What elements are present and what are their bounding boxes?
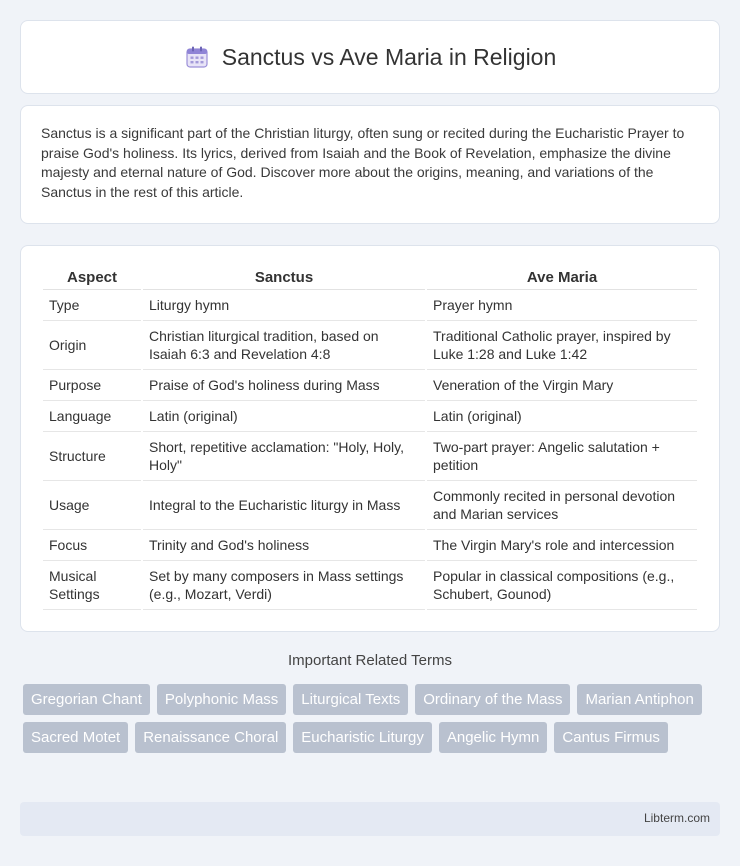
tag-cantus-firmus[interactable]: Cantus Firmus bbox=[554, 722, 668, 753]
tag-renaissance-choral[interactable]: Renaissance Choral bbox=[135, 722, 286, 753]
sanctus-cell: Christian liturgical tradition, based on Isaiah 6:3 and Revelation 4:8 bbox=[143, 321, 425, 370]
related-terms-list bbox=[23, 684, 723, 753]
tag-marian-antiphon[interactable]: Marian Antiphon bbox=[577, 684, 701, 715]
ave-maria-cell: Traditional Catholic prayer, inspired by Luke 1:28 and Luke 1:42 bbox=[427, 321, 697, 370]
sanctus-cell: Integral to the Eucharistic liturgy in Mass bbox=[143, 481, 425, 530]
related-terms-heading: Important Related Terms bbox=[288, 652, 452, 669]
ave-maria-cell: Commonly recited in personal devotion and Marian services bbox=[427, 481, 697, 530]
aspect-cell: Structure bbox=[43, 432, 141, 481]
comparison-table-card bbox=[20, 245, 720, 632]
table-row bbox=[43, 530, 697, 561]
sanctus-cell: Set by many composers in Mass settings (e.g., Mozart, Verdi) bbox=[143, 561, 425, 610]
aspect-cell: Purpose bbox=[43, 370, 141, 401]
comparison-table bbox=[41, 266, 699, 610]
footer-site-link[interactable]: Libterm.com bbox=[643, 811, 710, 825]
intro-text: Sanctus is a significant part of the Christian liturgy, often sung or recited during the Eucharistic Prayer to praise God's holiness. Its lyrics, derived from Isaiah and the Book of Revelation, emphasize the divine majesty and eternal nature of God. Discover more about the origins, meaning, and variations of the Sanctus in the rest of this article. bbox=[41, 125, 685, 200]
footer bbox=[20, 802, 720, 836]
ave-maria-cell: Prayer hymn bbox=[427, 290, 697, 321]
table-row bbox=[43, 290, 697, 321]
table-row bbox=[43, 401, 697, 432]
aspect-cell: Language bbox=[43, 401, 141, 432]
sanctus-cell: Praise of God's holiness during Mass bbox=[143, 370, 425, 401]
sanctus-cell: Trinity and God's holiness bbox=[143, 530, 425, 561]
header-sanctus: Sanctus bbox=[143, 266, 425, 290]
ave-maria-cell: The Virgin Mary's role and intercession bbox=[427, 530, 697, 561]
ave-maria-cell: Popular in classical compositions (e.g., Schubert, Gounod) bbox=[427, 561, 697, 610]
page-title: Sanctus vs Ave Maria in Religion bbox=[221, 43, 557, 70]
intro-card bbox=[20, 105, 720, 224]
tag-gregorian-chant[interactable]: Gregorian Chant bbox=[23, 684, 150, 715]
sanctus-cell: Short, repetitive acclamation: "Holy, Holy, Holy" bbox=[143, 432, 425, 481]
ave-maria-cell: Veneration of the Virgin Mary bbox=[427, 370, 697, 401]
tag-angelic-hymn[interactable]: Angelic Hymn bbox=[439, 722, 548, 753]
tag-sacred-motet[interactable]: Sacred Motet bbox=[23, 722, 128, 753]
calendar-icon bbox=[184, 44, 210, 70]
title-card bbox=[20, 20, 720, 94]
table-row bbox=[43, 370, 697, 401]
tag-eucharistic-liturgy[interactable]: Eucharistic Liturgy bbox=[293, 722, 432, 753]
table-header-row bbox=[43, 266, 697, 290]
table-row bbox=[43, 481, 697, 530]
table-row bbox=[43, 561, 697, 610]
aspect-cell: Usage bbox=[43, 481, 141, 530]
header-aspect: Aspect bbox=[43, 266, 141, 290]
aspect-cell: Focus bbox=[43, 530, 141, 561]
table-row bbox=[43, 321, 697, 370]
sanctus-cell: Latin (original) bbox=[143, 401, 425, 432]
tag-liturgical-texts[interactable]: Liturgical Texts bbox=[293, 684, 408, 715]
ave-maria-cell: Latin (original) bbox=[427, 401, 697, 432]
ave-maria-cell: Two-part prayer: Angelic salutation + petition bbox=[427, 432, 697, 481]
aspect-cell: Type bbox=[43, 290, 141, 321]
tag-ordinary-of-the-mass[interactable]: Ordinary of the Mass bbox=[415, 684, 570, 715]
aspect-cell: Origin bbox=[43, 321, 141, 370]
tag-polyphonic-mass[interactable]: Polyphonic Mass bbox=[157, 684, 286, 715]
sanctus-cell: Liturgy hymn bbox=[143, 290, 425, 321]
table-row bbox=[43, 432, 697, 481]
header-ave-maria: Ave Maria bbox=[427, 266, 697, 290]
aspect-cell: Musical Settings bbox=[43, 561, 141, 610]
